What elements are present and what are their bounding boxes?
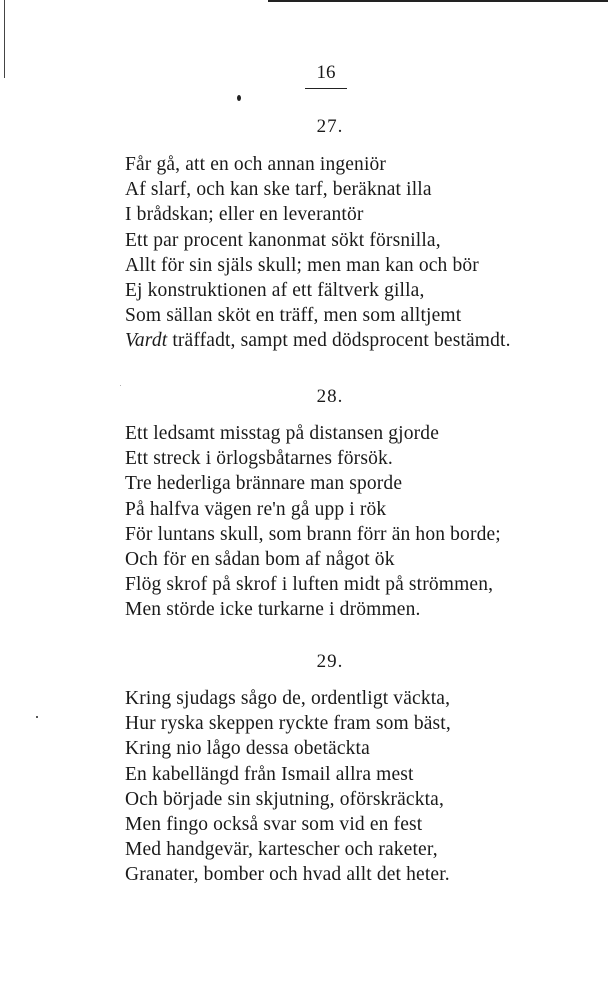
verse-line: På halfva vägen re'n gå upp i rök xyxy=(125,498,387,520)
verse-line: Med handgevär, kartescher och raketer, xyxy=(125,839,438,861)
stanza-number: 27. xyxy=(316,116,344,137)
ink-speck xyxy=(237,95,241,101)
verse-line: Men störde icke turkarne i drömmen. xyxy=(125,599,421,621)
verse-line xyxy=(125,328,605,353)
verse-line: Och för en sådan bom af något ök xyxy=(125,548,395,570)
stanza xyxy=(125,152,605,354)
verse-line: Kring nio lågo dessa obetäckta xyxy=(125,738,370,760)
stanza xyxy=(125,421,605,623)
stanza xyxy=(125,686,605,888)
verse-line: Ett par procent kanonmat sökt försnilla, xyxy=(125,229,441,251)
verse-line: Kring sjudags sågo de, ordentligt väckta, xyxy=(125,688,451,709)
verse-line: I brådskan; eller en leverantör xyxy=(125,204,364,226)
italic-word: Vardt xyxy=(125,330,168,352)
verse-line: Ej konstruktionen af ett fältverk gilla, xyxy=(125,279,425,301)
top-border-rule xyxy=(268,0,608,2)
verse-line: Tre hederliga brännare man sporde xyxy=(125,473,403,495)
page-number-rule xyxy=(305,88,347,89)
verse-line: Af slarf, och kan ske tarf, beräknat illa xyxy=(125,179,432,201)
stanza-number: 28. xyxy=(316,386,344,407)
ink-speck xyxy=(36,716,38,718)
ink-speck xyxy=(120,385,121,386)
verse-line: Flög skrof på skrof i luften midt på strömmen, xyxy=(125,574,494,596)
verse-line: En kabellängd från Ismail allra mest xyxy=(125,763,414,785)
verse-line: För luntans skull, som brann förr än hon borde; xyxy=(125,523,501,545)
verse-line: Hur ryska skeppen ryckte fram som bäst, xyxy=(125,713,451,735)
verse-line: Ett streck i örlogsbåtarnes försök. xyxy=(125,448,393,470)
page-number: 16 xyxy=(316,62,336,83)
verse-line: Allt för sin själs skull; men man kan och bör xyxy=(125,254,479,276)
left-edge-line xyxy=(4,0,5,78)
verse-line: Ett ledsamt misstag på distansen gjorde xyxy=(125,423,440,444)
verse-line: Granater, bomber och hvad allt det heter. xyxy=(125,864,450,886)
stanza-number: 29. xyxy=(316,651,344,672)
verse-line: Som sällan sköt en träff, men som alltjemt xyxy=(125,305,462,327)
verse-line-rest: träffadt, sampt med dödsprocent bestämdt. xyxy=(167,330,511,352)
verse-line: Men fingo också svar som vid en fest xyxy=(125,813,423,835)
verse-line: Får gå, att en och annan ingeniör xyxy=(125,154,387,175)
verse-line: Och började sin skjutning, oförskräckta, xyxy=(125,788,445,810)
